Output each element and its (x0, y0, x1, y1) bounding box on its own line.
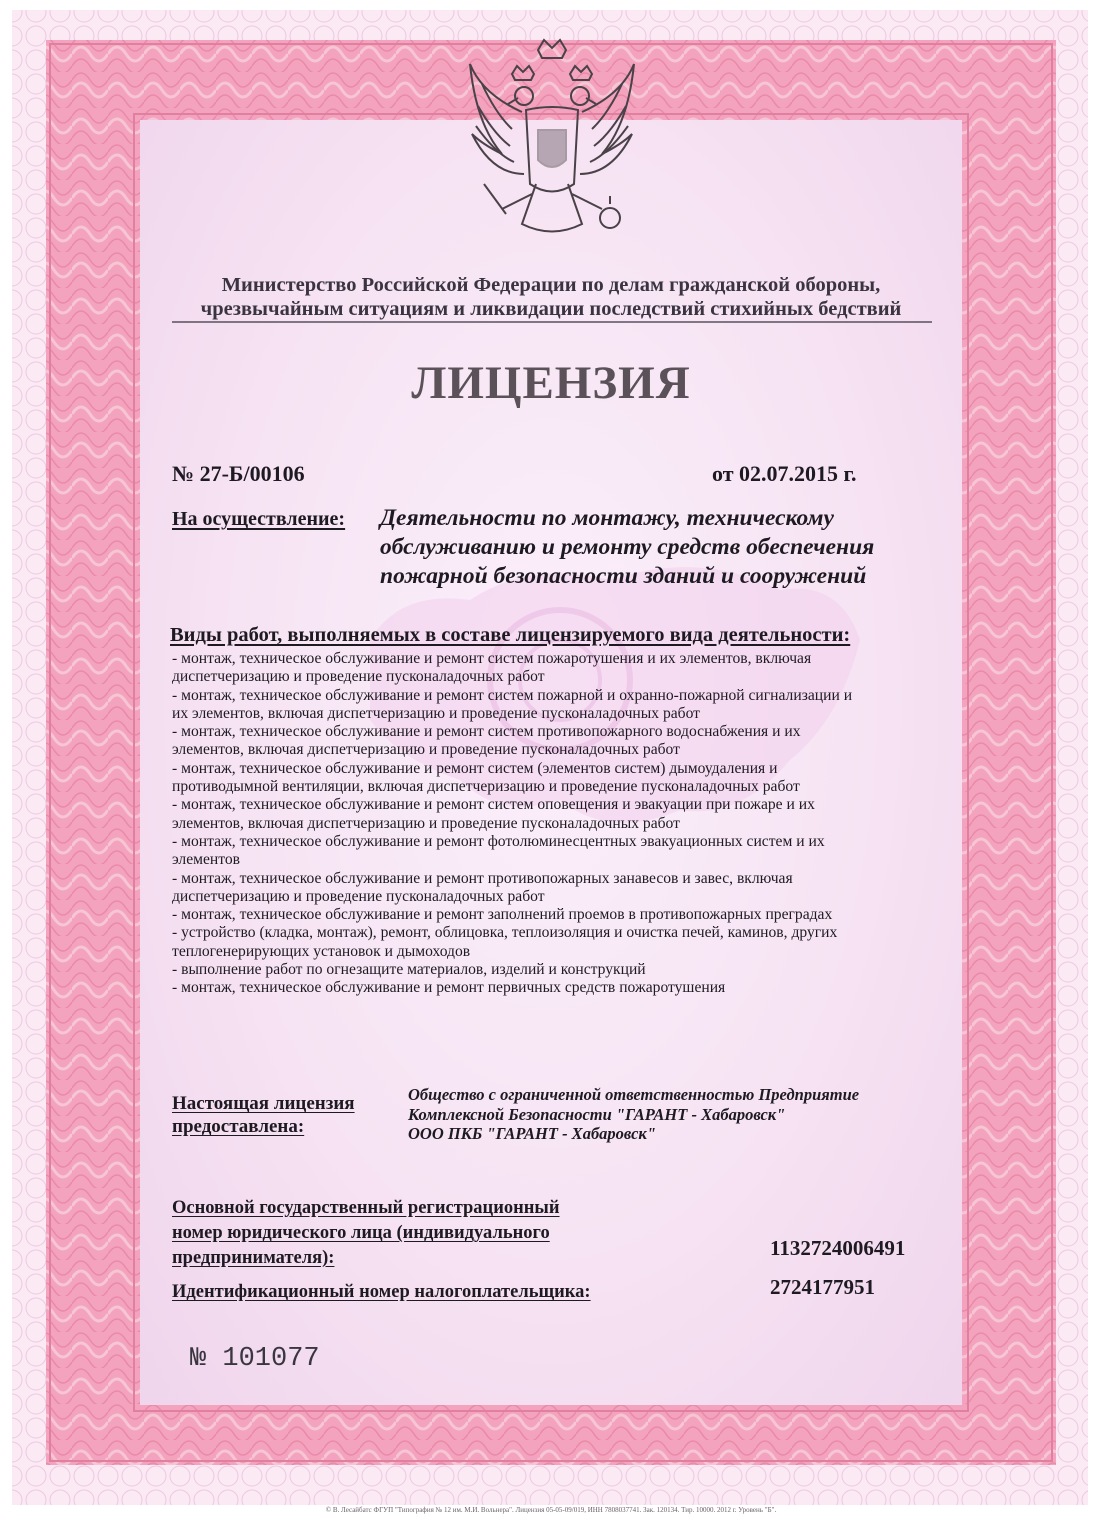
works-line: диспетчеризацию и проведение пусконаладочных работ (172, 887, 545, 905)
works-line: - монтаж, техническое обслуживание и ремонт первичных средств пожаротушения (172, 979, 726, 997)
ogrn-label-line: Основной государственный регистрационный (172, 1198, 560, 1218)
ministry-name-line-2: чрезвычайным ситуациям и ликвидации последствий стихийных бедствий (200, 298, 902, 320)
works-line: - монтаж, техническое обслуживание и ремонт систем (элементов систем) дымоудаления и (172, 759, 778, 777)
works-line: - монтаж, техническое обслуживание и ремонт фотолюминесцентных эвакуационных систем и их (172, 832, 825, 850)
coat-of-arms-icon (462, 34, 642, 254)
inn-label: Идентификационный номер налогоплательщика: (172, 1282, 591, 1302)
works-list (172, 650, 852, 998)
works-line: элементов, включая диспетчеризацию и проведение пусконаладочных работ (172, 814, 680, 832)
holder-label-line: Настоящая лицензия (172, 1093, 355, 1114)
works-line: - монтаж, техническое обслуживание и ремонт противопожарных занавесов и завес, включая (172, 869, 793, 887)
works-line: диспетчеризацию и проведение пусконаладочных работ (172, 668, 545, 686)
holder-label (172, 1092, 355, 1138)
holder-label-line: предоставлена: (172, 1116, 305, 1137)
works-heading: Виды работ, выполняемых в составе лицензируемого вида деятельности: (170, 624, 851, 646)
ogrn-label-line: номер юридического лица (индивидуального (172, 1223, 550, 1243)
inn-value: 2724177951 (770, 1275, 875, 1299)
form-serial-number: № 101077 (190, 1344, 320, 1374)
works-line: - выполнение работ по огнезащите материалов, изделий и конструкций (172, 961, 646, 979)
works-line: - монтаж, техническое обслуживание и ремонт систем пожаротушения и их элементов, включая (172, 650, 812, 667)
holder-line: ООО ПКБ "ГАРАНТ - Хабаровск" (408, 1124, 656, 1143)
license-date: от 02.07.2015 г. (712, 461, 857, 486)
document-title: ЛИЦЕНЗИЯ (411, 357, 691, 409)
activity-line: обслуживанию и ремонту средств обеспечения (380, 534, 875, 560)
ministry-name-line-1: Министерство Российской Федерации по делам гражданской обороны, (221, 274, 881, 296)
ogrn-label (172, 1196, 560, 1271)
printer-note: © В. Лесайбатс ФГУП "Типография № 12 им. М.И. Вольнера". Лицензия 05-05-09/019, ИНН 7808037741. Зак. 120134. Тир. 10000. 2012 г. Уровень "Б". (325, 1506, 777, 1514)
works-line: - монтаж, техническое обслуживание и ремонт заполнений проемов в противопожарных преградах (172, 906, 833, 924)
works-line: элементов, включая диспетчеризацию и проведение пусконаладочных работ (172, 741, 680, 759)
works-line: их элементов, включая диспетчеризацию и проведение пусконаладочных работ (172, 704, 701, 722)
works-line: - монтаж, техническое обслуживание и ремонт систем противопожарного водоснабжения и их (172, 723, 801, 741)
activity-line: пожарной безопасности зданий и сооружений (380, 563, 867, 589)
works-line: - монтаж, техническое обслуживание и ремонт систем оповещения и эвакуации при пожаре и их (172, 796, 815, 814)
ministry-underline (172, 320, 932, 324)
holder-line: Комплексной Безопасности "ГАРАНТ - Хабаровск" (408, 1104, 786, 1124)
works-line: - устройство (кладка, монтаж), ремонт, облицовка, теплоизоляция и очистка печей, каминов, других (172, 924, 838, 942)
ogrn-value: 1132724006491 (770, 1236, 906, 1260)
license-holder (408, 1085, 859, 1144)
works-line: - монтаж, техническое обслуживание и ремонт систем пожарной и охранно-пожарной сигнализации и (172, 686, 853, 704)
activity-label: На осуществление: (172, 508, 346, 530)
works-line: элементов (172, 851, 241, 869)
holder-line: Общество с ограниченной ответственностью Предприятие (408, 1085, 860, 1104)
ogrn-label-line: предпринимателя): (172, 1248, 335, 1268)
license-number: № 27-Б/00106 (172, 461, 305, 486)
activity-description (380, 504, 874, 591)
works-line: теплогенерирующих установок и дымоходов (172, 942, 471, 960)
works-line: противодымной вентиляции, включая диспетчеризацию и проведение пусконаладочных работ (172, 778, 800, 796)
activity-line: Деятельности по монтажу, техническому (380, 505, 834, 531)
